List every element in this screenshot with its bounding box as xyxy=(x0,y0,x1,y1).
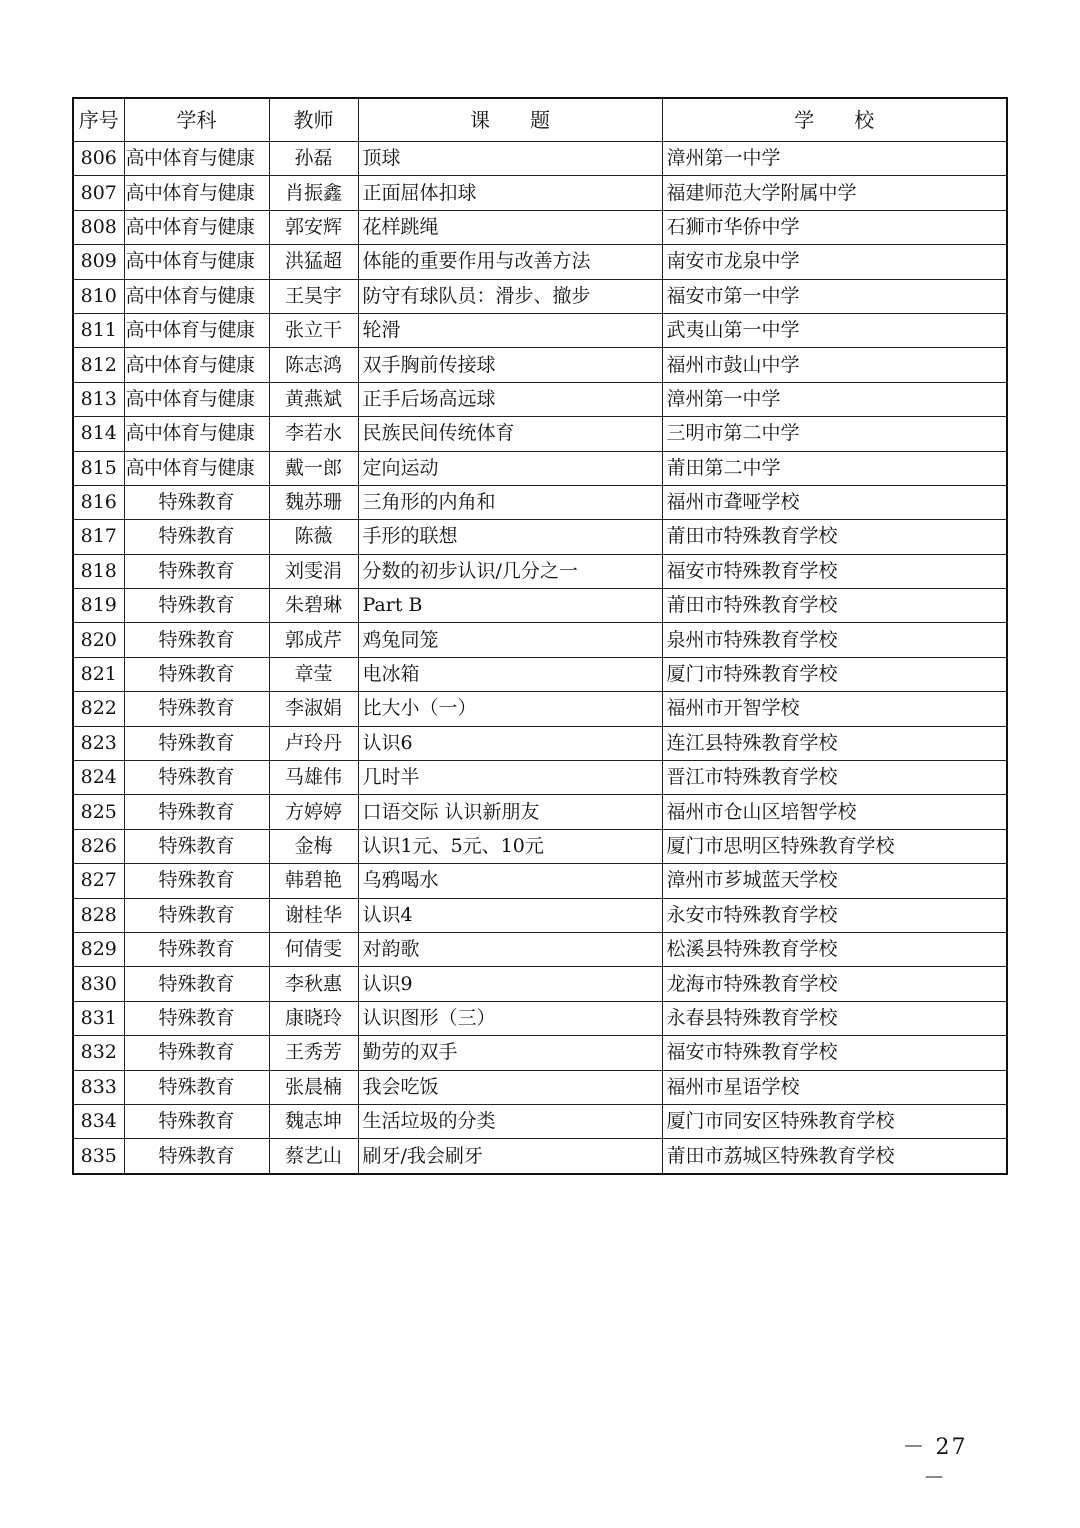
page-number: － 27 － xyxy=(902,1435,968,1491)
cell-number: 834 xyxy=(73,1104,124,1138)
table-row xyxy=(73,554,1007,588)
cell-topic: 鸡兔同笼 xyxy=(358,623,662,657)
cell-number: 821 xyxy=(73,657,124,691)
cell-teacher: 卢玲丹 xyxy=(269,726,358,760)
cell-school: 连江县特殊教育学校 xyxy=(662,726,1007,760)
cell-topic: 认识9 xyxy=(358,967,662,1001)
cell-school: 福州市鼓山中学 xyxy=(662,348,1007,382)
cell-teacher: 李若水 xyxy=(269,417,358,451)
cell-topic: 防守有球队员：滑步、撤步 xyxy=(358,279,662,313)
cell-school: 厦门市特殊教育学校 xyxy=(662,657,1007,691)
cell-number: 832 xyxy=(73,1036,124,1070)
cell-topic: 认识1元、5元、10元 xyxy=(358,829,662,863)
cell-school: 福安市第一中学 xyxy=(662,279,1007,313)
cell-teacher: 王秀芳 xyxy=(269,1036,358,1070)
cell-school: 福安市特殊教育学校 xyxy=(662,1036,1007,1070)
cell-teacher: 谢桂华 xyxy=(269,898,358,932)
cell-topic: 正手后场高远球 xyxy=(358,382,662,416)
cell-subject: 特殊教育 xyxy=(124,864,269,898)
cell-subject: 特殊教育 xyxy=(124,520,269,554)
table-row xyxy=(73,417,1007,451)
cell-number: 830 xyxy=(73,967,124,1001)
cell-school: 福州市聋哑学校 xyxy=(662,485,1007,519)
cell-teacher: 陈志鸿 xyxy=(269,348,358,382)
cell-teacher: 刘雯涓 xyxy=(269,554,358,588)
cell-subject: 特殊教育 xyxy=(124,829,269,863)
cell-subject: 特殊教育 xyxy=(124,554,269,588)
cell-teacher: 康晓玲 xyxy=(269,1001,358,1035)
header-school: 学 校 xyxy=(662,98,1007,142)
cell-subject: 特殊教育 xyxy=(124,692,269,726)
cell-number: 822 xyxy=(73,692,124,726)
cell-topic: 轮滑 xyxy=(358,313,662,347)
cell-number: 813 xyxy=(73,382,124,416)
cell-subject: 高中体育与健康 xyxy=(124,417,269,451)
cell-school: 漳州市芗城蓝天学校 xyxy=(662,864,1007,898)
cell-topic: 花样跳绳 xyxy=(358,210,662,244)
cell-number: 825 xyxy=(73,795,124,829)
header-topic: 课 题 xyxy=(358,98,662,142)
table-row xyxy=(73,1070,1007,1104)
cell-topic: 认识图形（三） xyxy=(358,1001,662,1035)
cell-subject: 特殊教育 xyxy=(124,1070,269,1104)
cell-number: 809 xyxy=(73,245,124,279)
cell-number: 824 xyxy=(73,761,124,795)
cell-number: 820 xyxy=(73,623,124,657)
cell-number: 823 xyxy=(73,726,124,760)
table-row xyxy=(73,692,1007,726)
cell-subject: 高中体育与健康 xyxy=(124,142,269,176)
cell-topic: 比大小（一） xyxy=(358,692,662,726)
cell-number: 827 xyxy=(73,864,124,898)
cell-number: 817 xyxy=(73,520,124,554)
cell-school: 福州市开智学校 xyxy=(662,692,1007,726)
cell-number: 833 xyxy=(73,1070,124,1104)
header-subject: 学科 xyxy=(124,98,269,142)
cell-topic: 认识4 xyxy=(358,898,662,932)
table-row xyxy=(73,279,1007,313)
cell-school: 三明市第二中学 xyxy=(662,417,1007,451)
cell-subject: 高中体育与健康 xyxy=(124,279,269,313)
cell-teacher: 韩碧艳 xyxy=(269,864,358,898)
table-row xyxy=(73,967,1007,1001)
table-row xyxy=(73,932,1007,966)
cell-subject: 特殊教育 xyxy=(124,589,269,623)
table-row xyxy=(73,210,1007,244)
table-row xyxy=(73,657,1007,691)
cell-teacher: 金梅 xyxy=(269,829,358,863)
table-row xyxy=(73,1036,1007,1070)
table-row xyxy=(73,1001,1007,1035)
cell-number: 828 xyxy=(73,898,124,932)
cell-school: 福州市星语学校 xyxy=(662,1070,1007,1104)
cell-teacher: 戴一郎 xyxy=(269,451,358,485)
cell-teacher: 李淑娟 xyxy=(269,692,358,726)
table-row xyxy=(73,451,1007,485)
cell-topic: 我会吃饭 xyxy=(358,1070,662,1104)
table-row xyxy=(73,864,1007,898)
table-row xyxy=(73,382,1007,416)
cell-school: 松溪县特殊教育学校 xyxy=(662,932,1007,966)
cell-topic: 认识6 xyxy=(358,726,662,760)
cell-subject: 特殊教育 xyxy=(124,967,269,1001)
cell-topic: 定向运动 xyxy=(358,451,662,485)
cell-school: 石狮市华侨中学 xyxy=(662,210,1007,244)
cell-school: 南安市龙泉中学 xyxy=(662,245,1007,279)
cell-subject: 特殊教育 xyxy=(124,1104,269,1138)
cell-teacher: 陈薇 xyxy=(269,520,358,554)
cell-teacher: 魏志坤 xyxy=(269,1104,358,1138)
cell-school: 莆田市特殊教育学校 xyxy=(662,520,1007,554)
cell-teacher: 蔡艺山 xyxy=(269,1139,358,1174)
cell-topic: 乌鸦喝水 xyxy=(358,864,662,898)
table-row xyxy=(73,898,1007,932)
cell-school: 厦门市思明区特殊教育学校 xyxy=(662,829,1007,863)
cell-teacher: 马雄伟 xyxy=(269,761,358,795)
header-teacher: 教师 xyxy=(269,98,358,142)
cell-number: 818 xyxy=(73,554,124,588)
cell-teacher: 郭安辉 xyxy=(269,210,358,244)
table-row xyxy=(73,829,1007,863)
cell-topic: 几时半 xyxy=(358,761,662,795)
cell-subject: 特殊教育 xyxy=(124,932,269,966)
cell-subject: 高中体育与健康 xyxy=(124,451,269,485)
cell-subject: 特殊教育 xyxy=(124,761,269,795)
cell-school: 福州市仓山区培智学校 xyxy=(662,795,1007,829)
cell-teacher: 方婷婷 xyxy=(269,795,358,829)
cell-subject: 特殊教育 xyxy=(124,726,269,760)
cell-number: 812 xyxy=(73,348,124,382)
cell-topic: 体能的重要作用与改善方法 xyxy=(358,245,662,279)
table-row xyxy=(73,520,1007,554)
cell-school: 武夷山第一中学 xyxy=(662,313,1007,347)
cell-school: 永安市特殊教育学校 xyxy=(662,898,1007,932)
table-row xyxy=(73,589,1007,623)
table-row xyxy=(73,726,1007,760)
cell-teacher: 张立干 xyxy=(269,313,358,347)
cell-school: 泉州市特殊教育学校 xyxy=(662,623,1007,657)
cell-topic: 生活垃圾的分类 xyxy=(358,1104,662,1138)
cell-number: 808 xyxy=(73,210,124,244)
cell-teacher: 孙磊 xyxy=(269,142,358,176)
table-row xyxy=(73,245,1007,279)
cell-school: 莆田市特殊教育学校 xyxy=(662,589,1007,623)
cell-school: 莆田第二中学 xyxy=(662,451,1007,485)
header-no: 序号 xyxy=(73,98,124,142)
table-row xyxy=(73,795,1007,829)
cell-number: 835 xyxy=(73,1139,124,1174)
cell-subject: 高中体育与健康 xyxy=(124,313,269,347)
cell-subject: 特殊教育 xyxy=(124,623,269,657)
cell-topic: 分数的初步认识/几分之一 xyxy=(358,554,662,588)
roster-table xyxy=(72,97,1008,1175)
cell-teacher: 王昊宇 xyxy=(269,279,358,313)
cell-teacher: 肖振鑫 xyxy=(269,176,358,210)
cell-subject: 特殊教育 xyxy=(124,898,269,932)
table-row xyxy=(73,142,1007,176)
table-row xyxy=(73,348,1007,382)
cell-school: 永春县特殊教育学校 xyxy=(662,1001,1007,1035)
cell-number: 815 xyxy=(73,451,124,485)
cell-teacher: 章莹 xyxy=(269,657,358,691)
cell-school: 厦门市同安区特殊教育学校 xyxy=(662,1104,1007,1138)
cell-teacher: 张晨楠 xyxy=(269,1070,358,1104)
cell-teacher: 魏苏珊 xyxy=(269,485,358,519)
cell-number: 831 xyxy=(73,1001,124,1035)
cell-number: 810 xyxy=(73,279,124,313)
table-row xyxy=(73,176,1007,210)
cell-subject: 特殊教育 xyxy=(124,1001,269,1035)
cell-teacher: 朱碧琳 xyxy=(269,589,358,623)
cell-subject: 高中体育与健康 xyxy=(124,382,269,416)
cell-topic: 刷牙/我会刷牙 xyxy=(358,1139,662,1174)
cell-topic: 对韵歌 xyxy=(358,932,662,966)
cell-teacher: 何倩雯 xyxy=(269,932,358,966)
cell-subject: 特殊教育 xyxy=(124,657,269,691)
cell-topic: Part B xyxy=(358,589,662,623)
cell-topic: 口语交际 认识新朋友 xyxy=(358,795,662,829)
table-row xyxy=(73,313,1007,347)
table-row xyxy=(73,1139,1007,1174)
cell-number: 816 xyxy=(73,485,124,519)
cell-topic: 正面屈体扣球 xyxy=(358,176,662,210)
table-row xyxy=(73,623,1007,657)
cell-teacher: 李秋惠 xyxy=(269,967,358,1001)
cell-topic: 手形的联想 xyxy=(358,520,662,554)
table-row xyxy=(73,761,1007,795)
cell-school: 莆田市荔城区特殊教育学校 xyxy=(662,1139,1007,1174)
cell-subject: 特殊教育 xyxy=(124,795,269,829)
cell-number: 829 xyxy=(73,932,124,966)
cell-subject: 高中体育与健康 xyxy=(124,210,269,244)
cell-teacher: 黄燕斌 xyxy=(269,382,358,416)
cell-subject: 特殊教育 xyxy=(124,1036,269,1070)
cell-subject: 高中体育与健康 xyxy=(124,245,269,279)
cell-topic: 双手胸前传接球 xyxy=(358,348,662,382)
cell-subject: 特殊教育 xyxy=(124,1139,269,1174)
cell-topic: 电冰箱 xyxy=(358,657,662,691)
cell-school: 福建师范大学附属中学 xyxy=(662,176,1007,210)
cell-topic: 三角形的内角和 xyxy=(358,485,662,519)
cell-school: 龙海市特殊教育学校 xyxy=(662,967,1007,1001)
cell-subject: 高中体育与健康 xyxy=(124,348,269,382)
cell-teacher: 郭成芹 xyxy=(269,623,358,657)
cell-number: 811 xyxy=(73,313,124,347)
cell-number: 819 xyxy=(73,589,124,623)
cell-school: 漳州第一中学 xyxy=(662,382,1007,416)
cell-number: 807 xyxy=(73,176,124,210)
cell-subject: 特殊教育 xyxy=(124,485,269,519)
cell-number: 814 xyxy=(73,417,124,451)
cell-number: 806 xyxy=(73,142,124,176)
cell-number: 826 xyxy=(73,829,124,863)
cell-topic: 勤劳的双手 xyxy=(358,1036,662,1070)
table-row xyxy=(73,485,1007,519)
cell-topic: 民族民间传统体育 xyxy=(358,417,662,451)
cell-topic: 顶球 xyxy=(358,142,662,176)
cell-school: 晋江市特殊教育学校 xyxy=(662,761,1007,795)
table-header-row xyxy=(73,98,1007,142)
cell-teacher: 洪猛超 xyxy=(269,245,358,279)
cell-subject: 高中体育与健康 xyxy=(124,176,269,210)
table-row xyxy=(73,1104,1007,1138)
cell-school: 福安市特殊教育学校 xyxy=(662,554,1007,588)
cell-school: 漳州第一中学 xyxy=(662,142,1007,176)
